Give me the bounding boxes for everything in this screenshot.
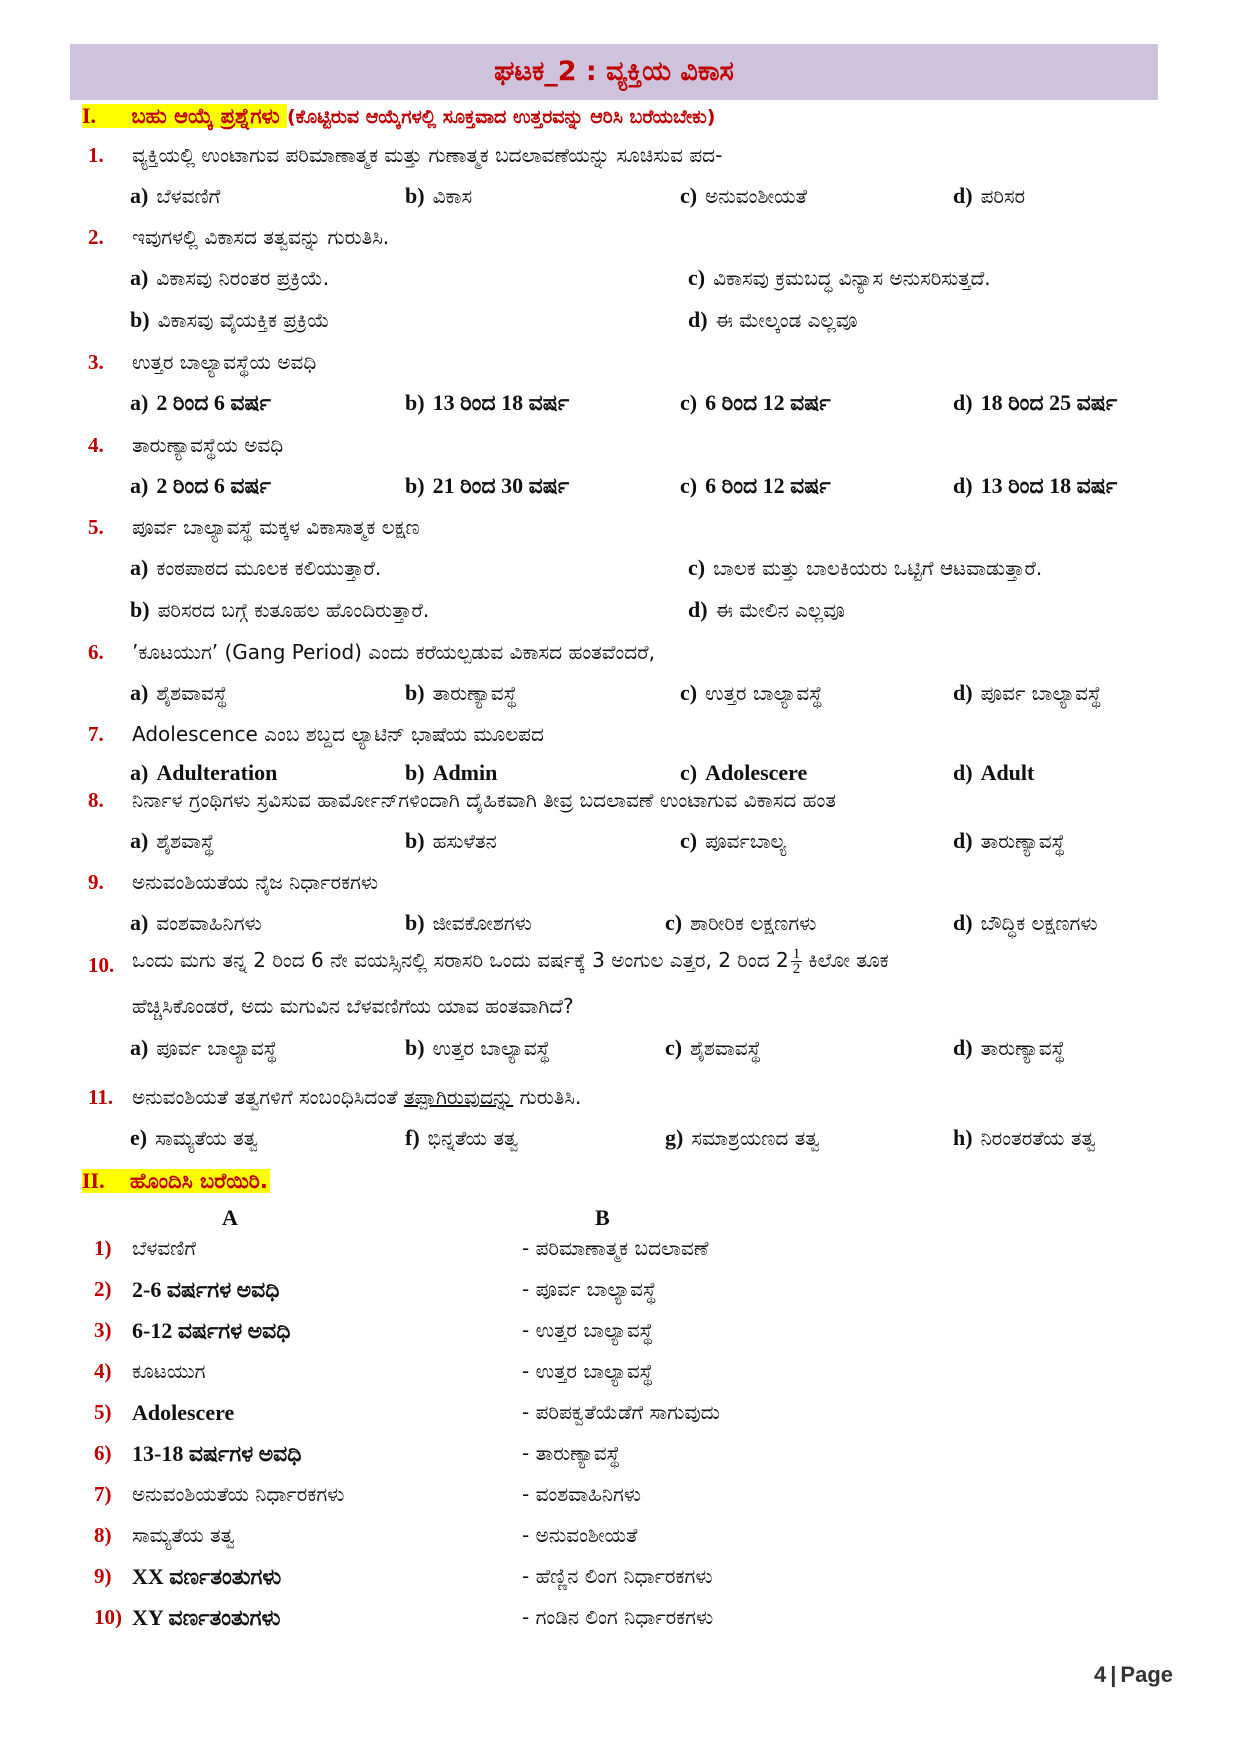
option-text: 6 ರಿಂದ 12 ವರ್ಷ: [705, 473, 831, 498]
question-text-part: ಗುರುತಿಸಿ.: [513, 1085, 582, 1109]
chapter-title-banner: [70, 44, 1158, 100]
question-6: [88, 640, 1181, 670]
match-column-a: 6-12 ವರ್ಷಗಳ ಅವಧಿ: [132, 1318, 291, 1343]
option: [953, 760, 1034, 786]
option-text: 13 ರಿಂದ 18 ವರ್ಷ: [432, 390, 570, 415]
option: [405, 680, 517, 706]
option: [680, 760, 807, 786]
option-letter: c): [688, 555, 706, 580]
option-letter: f): [405, 1125, 420, 1150]
option-letter: e): [130, 1125, 148, 1150]
match-column-a: ಸಾಮ್ಯತೆಯ ತತ್ವ: [132, 1523, 235, 1547]
match-number: 10): [94, 1605, 122, 1629]
option: [405, 183, 472, 209]
question-text: ಅನುವಂಶಿಯತೆಯ ನೈಜ ನಿರ್ಧಾರಕಗಳು: [132, 870, 379, 894]
question-text: ಉತ್ತರ ಬಾಲ್ಯಾವಸ್ಥೆಯ ಅವಧಿ: [132, 350, 317, 374]
option-letter: c): [680, 760, 698, 785]
page-separator: |: [1110, 1662, 1117, 1687]
option-text: ಬೆಳವಣಿಗೆ: [156, 184, 221, 208]
option-text: ಸಾಮ್ಯತೆಯ ತತ್ವ: [155, 1126, 258, 1150]
question-number: 7.: [88, 722, 104, 746]
option: [130, 910, 262, 936]
match-column-a: ಬೆಳವಣಿಗೆ: [132, 1236, 196, 1260]
option-letter: c): [680, 390, 698, 415]
option-letter: b): [405, 1035, 425, 1060]
match-column-b: - ಪರಿಮಾಣಾತ್ಮಕ ಬದಲಾವಣೆ: [522, 1236, 709, 1260]
option-letter: c): [665, 910, 683, 935]
option-text: ಉತ್ತರ ಬಾಲ್ಯಾವಸ್ಥೆ: [705, 681, 823, 705]
page-number: 4: [1094, 1662, 1107, 1687]
match-column-b: - ವಂಶವಾಹಿನಿಗಳು: [522, 1482, 642, 1506]
match-column-b: - ಅನುವಂಶೀಯತೆ: [522, 1523, 638, 1547]
page-footer: [1094, 1662, 1173, 1688]
question-text: ನಿರ್ನಾಳ ಗ್ರಂಥಿಗಳು ಸ್ರವಿಸುವ ಹಾರ್ಮೋನ್‌ಗಳಿಂದಾಗಿ ದೈಹಿಕವಾಗಿ ತೀವ್ರ ಬದಲಾವಣೆ ಉಂಟಾಗುವ ವಿಕಾಸದ ಹಂತ: [132, 788, 836, 812]
option-letter: d): [953, 390, 973, 415]
question-5: [88, 515, 1181, 545]
question-text-part: ಅನುವಂಶಿಯತೆ ತತ್ವಗಳಿಗೆ ಸಂಬಂಧಿಸಿದಂತೆ: [132, 1085, 404, 1109]
option-letter: b): [130, 597, 150, 622]
section-1-highlight: [82, 104, 287, 128]
question-number: 6.: [88, 640, 104, 664]
option: [130, 760, 277, 786]
option-letter: b): [405, 390, 425, 415]
option-letter: c): [665, 1035, 683, 1060]
fraction: [791, 947, 803, 976]
option: [405, 828, 497, 854]
question-7: [88, 722, 1181, 752]
option: [953, 910, 1098, 936]
option: [953, 1125, 1096, 1151]
option-letter: d): [953, 183, 973, 208]
match-column-b: - ಪೂರ್ವ ಬಾಲ್ಯಾವಸ್ಥೆ: [522, 1277, 657, 1301]
option-letter: a): [130, 473, 149, 498]
match-number: 3): [94, 1318, 112, 1342]
option-text: ಶೈಶವಾವಸ್ಥೆ: [690, 1036, 762, 1060]
column-b-heading: B: [595, 1205, 610, 1230]
option: [665, 1125, 820, 1151]
fraction-denominator: 2: [792, 961, 801, 977]
option-letter: a): [130, 910, 149, 935]
match-column-b: - ಗಂಡಿನ ಲಿಂಗ ನಿರ್ಧಾರಕಗಳು: [522, 1605, 714, 1629]
option-text: ಈ ಮೇಲ್ಕಂಡ ಎಲ್ಲವೂ: [715, 308, 858, 332]
option-letter: a): [130, 555, 149, 580]
option-letter: b): [405, 828, 425, 853]
question-text-part: ಕಿಲೋ ತೂಕ: [808, 948, 889, 972]
option-text: ಉತ್ತರ ಬಾಲ್ಯಾವಸ್ಥೆ: [432, 1036, 551, 1060]
option: [688, 307, 857, 333]
option-letter: a): [130, 183, 149, 208]
option: [953, 828, 1065, 854]
option-letter: b): [405, 910, 425, 935]
page-label: Page: [1120, 1662, 1173, 1687]
option-text: ತಾರುಣ್ಯಾವಸ್ಥೆ: [980, 829, 1066, 853]
match-column-a: 13-18 ವರ್ಷಗಳ ಅವಧಿ: [132, 1441, 302, 1466]
question-1: [88, 143, 1181, 173]
match-column-a: ಅನುವಂಶಿಯತೆಯ ನಿರ್ಧಾರಕಗಳು: [132, 1482, 345, 1506]
question-3: [88, 350, 1181, 380]
option-letter: d): [688, 307, 708, 332]
question-number: 8.: [88, 788, 104, 812]
question-text-part: ಒಂದು ಮಗು ತನ್ನ 2 ರಿಂದ 6 ನೇ ವಯಸ್ಸಿನಲ್ಲಿ ಸರಾಸರಿ ಒಂದು ವರ್ಷಕ್ಕೆ 3 ಅಂಗುಲ ಎತ್ತರ, 2 ರಿಂದ 2: [132, 948, 789, 972]
match-column-a: Adolescere: [132, 1400, 235, 1425]
question-text: ಇವುಗಳಲ್ಲಿ ವಿಕಾಸದ ತತ್ವವನ್ನು ಗುರುತಿಸಿ.: [132, 225, 390, 249]
option-letter: d): [953, 760, 973, 785]
option: [130, 390, 271, 416]
option-text: ಪೂರ್ವ ಬಾಲ್ಯಾವಸ್ಥೆ: [156, 1036, 278, 1060]
question-8: [88, 788, 1181, 818]
question-text: ತಾರುಣ್ಯಾವಸ್ಥೆಯ ಅವಧಿ: [132, 433, 284, 457]
match-number: 5): [94, 1400, 112, 1424]
option-letter: a): [130, 760, 149, 785]
question-text: Adolescence ಎಂಬ ಶಬ್ದದ ಲ್ಯಾಟಿನ್ ಭಾಷೆಯ ಮೂಲಪದ: [132, 722, 544, 746]
option: [130, 183, 220, 209]
option-letter: g): [665, 1125, 684, 1150]
option-letter: c): [680, 473, 698, 498]
match-column-a: 2-6 ವರ್ಷಗಳ ಅವಧಿ: [132, 1277, 280, 1302]
question-number: 1.: [88, 143, 104, 167]
option: [688, 265, 991, 291]
option-text: ಹಸುಳೆತನ: [432, 829, 497, 853]
option-letter: d): [688, 597, 708, 622]
option: [953, 390, 1117, 416]
option-text: ವಿಕಾಸ: [432, 184, 473, 208]
option-text: 13 ರಿಂದ 18 ವರ್ಷ: [980, 473, 1118, 498]
match-column-b: - ತಾರುಣ್ಯಾವಸ್ಥೆ: [522, 1441, 621, 1465]
option-text: Adult: [980, 760, 1035, 785]
option-text: ಕಂಠಪಾಠದ ಮೂಲಕ ಕಲಿಯುತ್ತಾರೆ.: [156, 556, 382, 580]
question-2: [88, 225, 1181, 255]
option: [953, 680, 1101, 706]
option-letter: d): [953, 680, 973, 705]
option: [405, 910, 532, 936]
option: [130, 828, 214, 854]
question-text: ’ಕೂಟಯುಗ’ (Gang Period) ಎಂದು ಕರೆಯಲ್ಪಡುವ ವಿಕಾಸದ ಹಂತವೆಂದರೆ,: [132, 640, 655, 664]
match-column-b: - ಉತ್ತರ ಬಾಲ್ಯಾವಸ್ಥೆ: [522, 1318, 654, 1342]
option-text: ನಿರಂತರತೆಯ ತತ್ವ: [980, 1126, 1096, 1150]
option: [130, 265, 329, 291]
match-number: 4): [94, 1359, 112, 1383]
option-text: 2 ರಿಂದ 6 ವರ್ಷ: [156, 390, 271, 415]
option: [130, 307, 329, 333]
match-number: 9): [94, 1564, 112, 1588]
option-letter: a): [130, 680, 149, 705]
option: [665, 910, 816, 936]
option-letter: d): [953, 1035, 973, 1060]
match-number: 8): [94, 1523, 112, 1547]
option-text: ಪೂರ್ವ ಬಾಲ್ಯಾವಸ್ಥೆ: [980, 681, 1102, 705]
option: [953, 1035, 1065, 1061]
option-text: ಪರಿಸರದ ಬಗ್ಗೆ ಕುತೂಹಲ ಹೊಂದಿರುತ್ತಾರೆ.: [157, 598, 430, 622]
section-1-number: I.: [82, 103, 97, 128]
question-10: [88, 946, 1181, 983]
option-text: ಅನುವಂಶೀಯತೆ: [705, 184, 807, 208]
option-text: ವಿಕಾಸವು ವೈಯಕ್ತಿಕ ಪ್ರಕ್ರಿಯೆ: [157, 308, 330, 332]
match-number: 7): [94, 1482, 112, 1506]
option: [688, 555, 1042, 581]
option: [680, 183, 807, 209]
option: [953, 473, 1117, 499]
section-2-header: [82, 1168, 270, 1194]
question-text: ಪೂರ್ವ ಬಾಲ್ಯಾವಸ್ಥೆ ಮಕ್ಕಳ ವಿಕಾಸಾತ್ಮಕ ಲಕ್ಷಣ: [132, 515, 420, 539]
option-letter: c): [680, 828, 698, 853]
match-column-a: XY ವರ್ಣತಂತುಗಳು: [132, 1605, 281, 1630]
option: [130, 555, 381, 581]
chapter-title: ಘಟಕ_2 : ವ್ಯಕ್ತಿಯ ವಿಕಾಸ: [494, 56, 734, 87]
question-number: 11.: [88, 1085, 114, 1109]
option-text: ಜೀವಕೋಶಗಳು: [432, 911, 532, 935]
question-number: 2.: [88, 225, 104, 249]
match-column-b: - ಪರಿಪಕ್ವತೆಯೆಡೆಗೆ ಸಾಗುವುದು: [522, 1400, 720, 1424]
question-text: ವ್ಯಕ್ತಿಯಲ್ಲಿ ಉಂಟಾಗುವ ಪರಿಮಾಣಾತ್ಮಕ ಮತ್ತು ಗುಣಾತ್ಮಕ ಬದಲಾವಣೆಯನ್ನು ಸೂಚಿಸುವ ಪದ-: [132, 143, 723, 167]
option-text: ತಾರುಣ್ಯಾವಸ್ಥೆ: [432, 681, 518, 705]
option-letter: c): [680, 183, 698, 208]
option-text: ಶೈಶವಾಸ್ಥೆ: [156, 829, 215, 853]
option: [130, 597, 429, 623]
option-text: 18 ರಿಂದ 25 ವರ್ಷ: [980, 390, 1118, 415]
option-letter: b): [405, 473, 425, 498]
option: [688, 597, 845, 623]
match-column-a: ಕೂಟಯುಗ: [132, 1359, 206, 1383]
question-number: 3.: [88, 350, 104, 374]
option-text: 21 ರಿಂದ 30 ವರ್ಷ: [432, 473, 570, 498]
option: [680, 828, 786, 854]
section-2-highlight: [82, 1169, 270, 1193]
option-letter: b): [405, 183, 425, 208]
option-letter: c): [680, 680, 698, 705]
question-text: [132, 947, 889, 976]
section-1-label: ಬಹು ಆಯ್ಕೆ ಪ್ರಶ್ನೆಗಳು: [131, 104, 280, 128]
option-letter: c): [688, 265, 706, 290]
option: [665, 1035, 761, 1061]
option: [130, 680, 227, 706]
option-letter: a): [130, 390, 149, 415]
option: [953, 183, 1025, 209]
option: [405, 1125, 518, 1151]
question-number: 9.: [88, 870, 104, 894]
question-number: 5.: [88, 515, 104, 539]
question-number: 10.: [88, 953, 115, 977]
option-text: ಸಮಾಶ್ರಯಣದ ತತ್ವ: [691, 1126, 820, 1150]
option-text: ಶೈಶವಾವಸ್ಥೆ: [156, 681, 228, 705]
option-text: Adolescere: [705, 760, 808, 785]
option-text: ಭಿನ್ನತೆಯ ತತ್ವ: [427, 1126, 519, 1150]
option: [680, 473, 831, 499]
question-4: [88, 433, 1181, 463]
option-text: ಬೌದ್ಧಿಕ ಲಕ್ಷಣಗಳು: [980, 911, 1098, 935]
option-letter: d): [953, 473, 973, 498]
option-letter: h): [953, 1125, 973, 1150]
option: [130, 1125, 258, 1151]
match-column-b: - ಉತ್ತರ ಬಾಲ್ಯಾವಸ್ಥೆ: [522, 1359, 654, 1383]
option: [405, 1035, 550, 1061]
option: [405, 390, 569, 416]
section-2-number: II.: [82, 1168, 105, 1193]
option-text: Adulteration: [156, 760, 278, 785]
option-text: 2 ರಿಂದ 6 ವರ್ಷ: [156, 473, 271, 498]
option-letter: a): [130, 1035, 149, 1060]
option-text: ವಿಕಾಸವು ಕ್ರಮಬದ್ಧ ವಿನ್ಯಾಸ ಅನುಸರಿಸುತ್ತದೆ.: [713, 266, 991, 290]
option-text: ಪರಿಸರ: [980, 184, 1026, 208]
column-a-heading: A: [222, 1205, 238, 1230]
option: [405, 760, 497, 786]
option: [680, 390, 831, 416]
option-letter: d): [953, 910, 973, 935]
question-11: [88, 1085, 1181, 1115]
fraction-numerator: 1: [792, 946, 801, 962]
option: [405, 473, 569, 499]
option-letter: b): [405, 680, 425, 705]
question-number: 4.: [88, 433, 104, 457]
option: [680, 680, 823, 706]
option-text: ವಿಕಾಸವು ನಿರಂತರ ಪ್ರಕ್ರಿಯೆ.: [156, 266, 330, 290]
option-text: ತಾರುಣ್ಯಾವಸ್ಥೆ: [980, 1036, 1066, 1060]
question-text-continued: ಹೆಚ್ಚಿಸಿಕೊಂಡರೆ, ಅದು ಮಗುವಿನ ಬೆಳವಣಿಗೆಯ ಯಾವ ಹಂತವಾಗಿದೆ?: [132, 994, 574, 1018]
section-1-header: [82, 103, 715, 129]
option: [130, 1035, 277, 1061]
option-letter: a): [130, 828, 149, 853]
question-text-emphasis: ತಪ್ಪಾಗಿರುವುದನ್ನು: [403, 1085, 514, 1109]
match-number: 1): [94, 1236, 112, 1260]
option-text: ವಂಶವಾಹಿನಿಗಳು: [156, 911, 262, 935]
question-9: [88, 870, 1181, 900]
option: [130, 473, 271, 499]
option-letter: d): [953, 828, 973, 853]
option-text: ಈ ಮೇಲಿನ ಎಲ್ಲವೂ: [715, 598, 845, 622]
section-2-label: ಹೊಂದಿಸಿ ಬರೆಯಿರಿ.: [129, 1169, 268, 1193]
option-letter: b): [405, 760, 425, 785]
match-column-b: - ಹೆಣ್ಣಿನ ಲಿಂಗ ನಿರ್ಧಾರಕಗಳು: [522, 1564, 713, 1588]
option-letter: a): [130, 265, 149, 290]
match-column-a: XX ವರ್ಣತಂತುಗಳು: [132, 1564, 282, 1589]
match-number: 6): [94, 1441, 112, 1465]
question-text: [132, 1085, 581, 1109]
option-text: 6 ರಿಂದ 12 ವರ್ಷ: [705, 390, 831, 415]
section-1-instruction: (ಕೊಟ್ಟಿರುವ ಆಯ್ಕೆಗಳಲ್ಲಿ ಸೂಕ್ತವಾದ ಉತ್ತರವನ್ನು ಆರಿಸಿ ಬರೆಯಬೇಕು): [286, 106, 716, 128]
option-text: ಪೂರ್ವಬಾಲ್ಯ: [705, 829, 787, 853]
option-text: Admin: [432, 760, 498, 785]
option-letter: b): [130, 307, 150, 332]
match-number: 2): [94, 1277, 112, 1301]
option-text: ಶಾರೀರಿಕ ಲಕ್ಷಣಗಳು: [690, 911, 817, 935]
option-text: ಬಾಲಕ ಮತ್ತು ಬಾಲಕಿಯರು ಒಟ್ಟಿಗೆ ಆಟವಾಡುತ್ತಾರೆ.: [713, 556, 1043, 580]
